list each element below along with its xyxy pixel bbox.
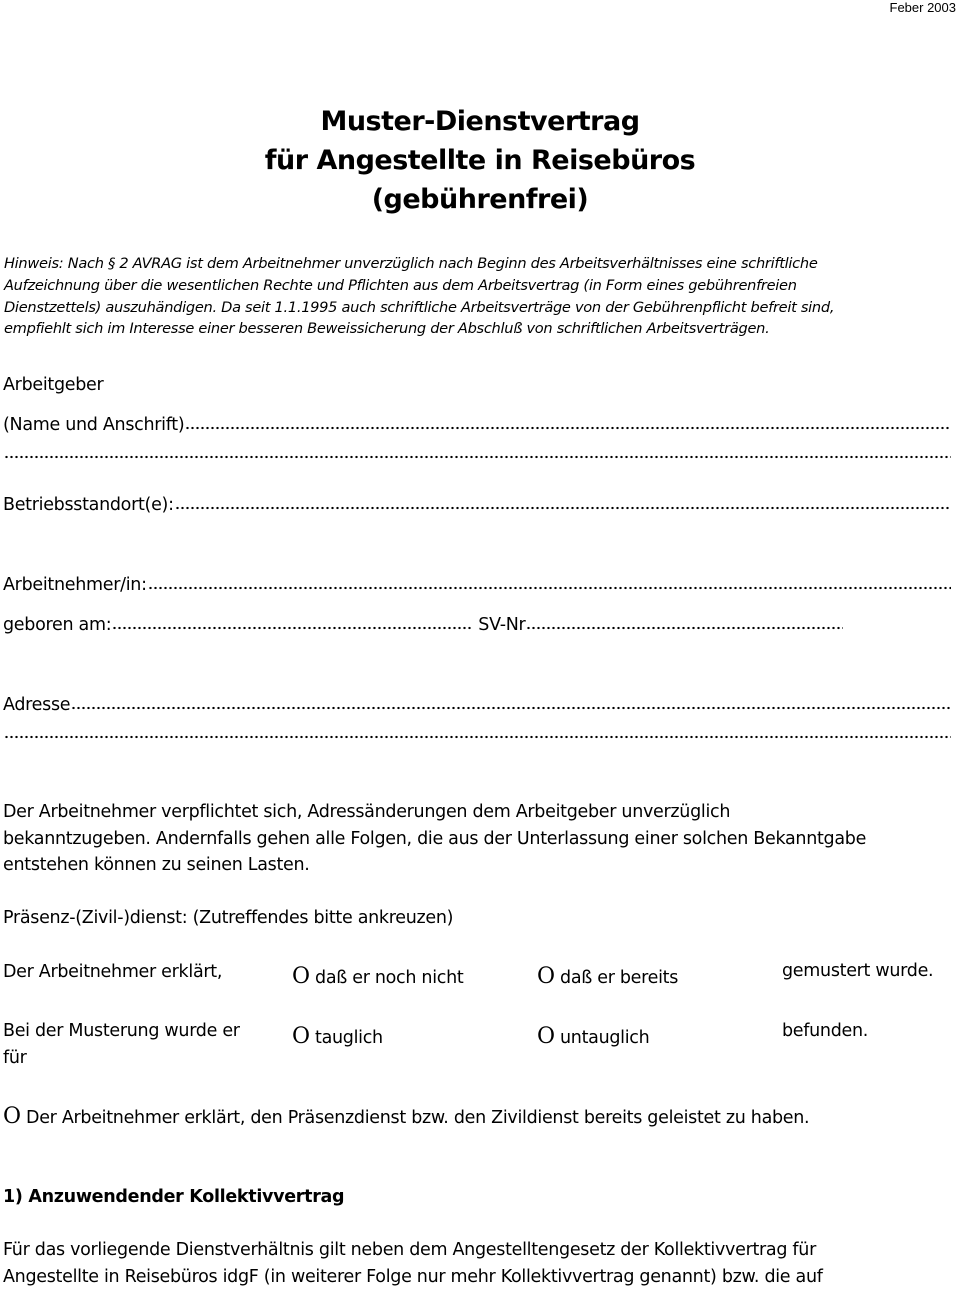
fill-line[interactable]	[71, 706, 951, 710]
row1-end: gemustert wurde.	[782, 961, 934, 981]
hint-line: empfiehlt sich im Interesse einer besseren Beweissicherung der Abschluß von schriftlichen Arbeitsverträgen.	[4, 320, 770, 337]
section-1-text: Für das vorliegende Dienstverhältnis gilt neben dem Angestelltengesetz der Kollektivvertrag für	[3, 1240, 816, 1260]
address-notice-line: bekanntzugeben. Andernfalls gehen alle Folgen, die aus der Unterlassung einer solchen Bekanntgabe	[3, 829, 867, 849]
document-date: Feber 2003	[889, 0, 956, 15]
checkbox-circle-icon[interactable]: O	[3, 1104, 21, 1129]
birth-sv-field[interactable]	[3, 615, 843, 635]
fill-line[interactable]	[4, 735, 951, 739]
address-notice-line: Der Arbeitnehmer verpflichtet sich, Adressänderungen dem Arbeitgeber unverzüglich	[3, 802, 731, 822]
hint-line: Aufzeichnung über die wesentlichen Rechte und Pflichten aus dem Arbeitsvertrag (in Form eines gebührenfreien	[4, 277, 797, 294]
fill-line[interactable]	[4, 455, 951, 459]
row1-label: Der Arbeitnehmer erklärt,	[3, 962, 223, 982]
checkbox-circle-icon[interactable]: O	[292, 964, 310, 989]
employer-heading: Arbeitgeber	[3, 375, 104, 395]
option-not-yet-mustered[interactable]	[292, 964, 463, 989]
fill-line[interactable]	[148, 586, 951, 590]
checkbox-circle-icon[interactable]: O	[537, 1024, 555, 1049]
title-line-3: (gebührenfrei)	[371, 184, 589, 215]
option-label: untauglich	[560, 1028, 650, 1048]
option-fit[interactable]	[292, 1024, 383, 1049]
option-label: daß er bereits	[560, 968, 679, 988]
employer-name-field[interactable]	[3, 415, 951, 435]
employer-site-field[interactable]	[3, 495, 951, 515]
employee-field[interactable]	[3, 575, 951, 595]
employer-name-label: (Name und Anschrift)	[3, 415, 185, 435]
hint-line: Dienstzettels) auszuhändigen. Da seit 1.1.1995 auch schriftliche Arbeitsverträge von der Gebührenpflicht befreit sind,	[4, 299, 835, 316]
fill-line[interactable]	[185, 426, 951, 430]
employer-name-field-2[interactable]	[3, 455, 951, 459]
option-label: tauglich	[315, 1028, 383, 1048]
section-1-heading: 1) Anzuwendender Kollektivvertrag	[3, 1187, 345, 1207]
sv-fill-line[interactable]	[526, 626, 843, 630]
hint-line: Hinweis: Nach § 2 AVRAG ist dem Arbeitnehmer unverzüglich nach Beginn des Arbeitsverhältnisses eine schriftliche	[4, 255, 818, 272]
row2-end: befunden.	[782, 1021, 869, 1041]
row2-label: Bei der Musterung wurde er	[3, 1021, 240, 1041]
sv-label: SV-Nr	[478, 615, 526, 635]
section-1-text: Angestellte in Reisebüros idgF (in weiterer Folge nur mehr Kollektivvertrag genannt) bzw. die auf	[3, 1267, 823, 1287]
address-label: Adresse	[3, 695, 71, 715]
address-field-2[interactable]	[3, 735, 951, 739]
option-service-completed[interactable]	[3, 1104, 809, 1129]
birth-label: geboren am:	[3, 615, 112, 635]
employee-label: Arbeitnehmer/in:	[3, 575, 147, 595]
title-line-1: Muster-Dienstvertrag	[320, 106, 640, 137]
fill-line[interactable]	[175, 506, 951, 510]
title-line-2: für Angestellte in Reisebüros	[264, 145, 696, 176]
checkbox-circle-icon[interactable]: O	[537, 964, 555, 989]
option-label: daß er noch nicht	[315, 968, 464, 988]
option-label: Der Arbeitnehmer erklärt, den Präsenzdienst bzw. den Zivildienst bereits geleistet zu haben.	[26, 1108, 810, 1128]
address-notice-line: entstehen können zu seinen Lasten.	[3, 855, 310, 875]
birth-fill-line[interactable]	[112, 626, 472, 630]
option-unfit[interactable]	[537, 1024, 649, 1049]
service-heading: Präsenz-(Zivil-)dienst: (Zutreffendes bitte ankreuzen)	[3, 908, 454, 928]
checkbox-circle-icon[interactable]: O	[292, 1024, 310, 1049]
row2-label-2: für	[3, 1048, 27, 1068]
option-already-mustered[interactable]	[537, 964, 678, 989]
employer-site-label: Betriebsstandort(e):	[3, 495, 174, 515]
address-field[interactable]	[3, 695, 951, 715]
